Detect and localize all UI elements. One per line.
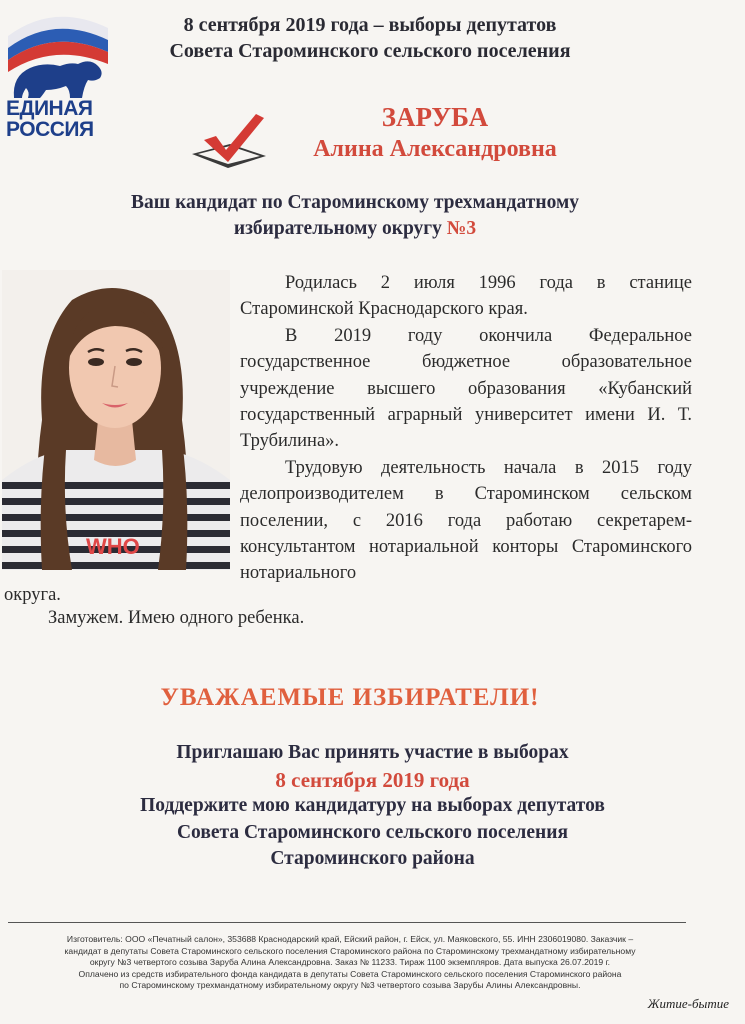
logo-text-line1: ЕДИНАЯ [6, 97, 93, 120]
bio-paragraph-career: Трудовую деятельность начала в 2015 году делопроизводителем в Староминском сельском поселении, с 2016 года работаю секретарем-консультантом нотариальной конторы Староминского нотариального [240, 457, 692, 584]
candidate-given-names: Алина Александровна [313, 136, 557, 162]
imprint-line2: кандидат в депутаты Совета Староминского сельского поселения Староминского района по Староминскому трехмандатному избирательному [64, 945, 636, 956]
appeal-title: УВАЖАЕМЫЕ ИЗБИРАТЕЛИ! [160, 684, 540, 711]
appeal-line3: Поддержите мою кандидатуру на выборах депутатов [140, 795, 605, 816]
header-line2: Совета Староминского сельского поселения [169, 40, 571, 62]
imprint-line1: Изготовитель: ООО «Печатный салон», 353688 Краснодарский край, Ейский район, г. Ейск, ул. Маяковского, 55. ИНН 2306019080. Заказчик – [66, 934, 634, 944]
appeal-line5: Староминского района [270, 848, 475, 869]
party-logo-text [6, 98, 106, 140]
candidate-surname: ЗАРУБА [381, 102, 489, 132]
source-watermark: Житие-бытие [647, 996, 729, 1011]
bio-paragraph-education: В 2019 году окончила Федеральное государственное бюджетное образовательное учреждение высшего образования «Кубанский государственный аграрный университет имени И. Т. Трубилина». [240, 325, 692, 452]
election-header [120, 12, 620, 64]
ballot-check-icon [190, 110, 270, 172]
bio-paragraph-tail: округа. [4, 585, 61, 605]
header-line1: 8 сентября 2019 года – выборы депутатов [183, 14, 557, 36]
bio-paragraph-birth: Родилась 2 июля 1996 года в станице Староминской Краснодарского края. [240, 273, 692, 320]
candidate-name [270, 100, 600, 164]
appeal-text [0, 740, 745, 873]
logo-text-line2: РОССИЯ [6, 118, 94, 141]
appeal-line1: Приглашаю Вас принять участие в выборах [176, 742, 569, 763]
district-number: №3 [446, 218, 477, 239]
imprint-line3: округу №3 четвертого созыва Заруба Алина Александровна. Заказ № 11233. Тираж 1100 экземпляров. Дата выпуска 26.07.2019 г. [89, 957, 611, 968]
biography [240, 270, 692, 587]
appeal-line4: Совета Староминского сельского поселения [176, 821, 569, 843]
footer-divider [8, 922, 686, 923]
district-line2 [40, 216, 670, 242]
district-line1: Ваш кандидат по Староминскому трехмандатному [131, 192, 579, 213]
shirt-print-text: WHO [86, 534, 140, 559]
print-imprint [10, 934, 690, 992]
candidate-photo [2, 270, 230, 570]
district-line2-prefix: избирательному округу [233, 218, 447, 239]
bio-family: Замужем. Имею одного ребенка. [48, 608, 305, 628]
district-info [40, 190, 670, 242]
imprint-line5: по Староминскому трехмандатному избирательному округу №3 четвертого созыва Зарубы Алины Александровны. [119, 980, 581, 991]
appeal-date: 8 сентября 2019 года [275, 767, 470, 792]
bear-flag-icon [4, 6, 114, 106]
imprint-line4: Оплачено из средств избирательного фонда кандидата в депутаты Совета Староминского сельского поселения Староминского района [78, 968, 622, 979]
